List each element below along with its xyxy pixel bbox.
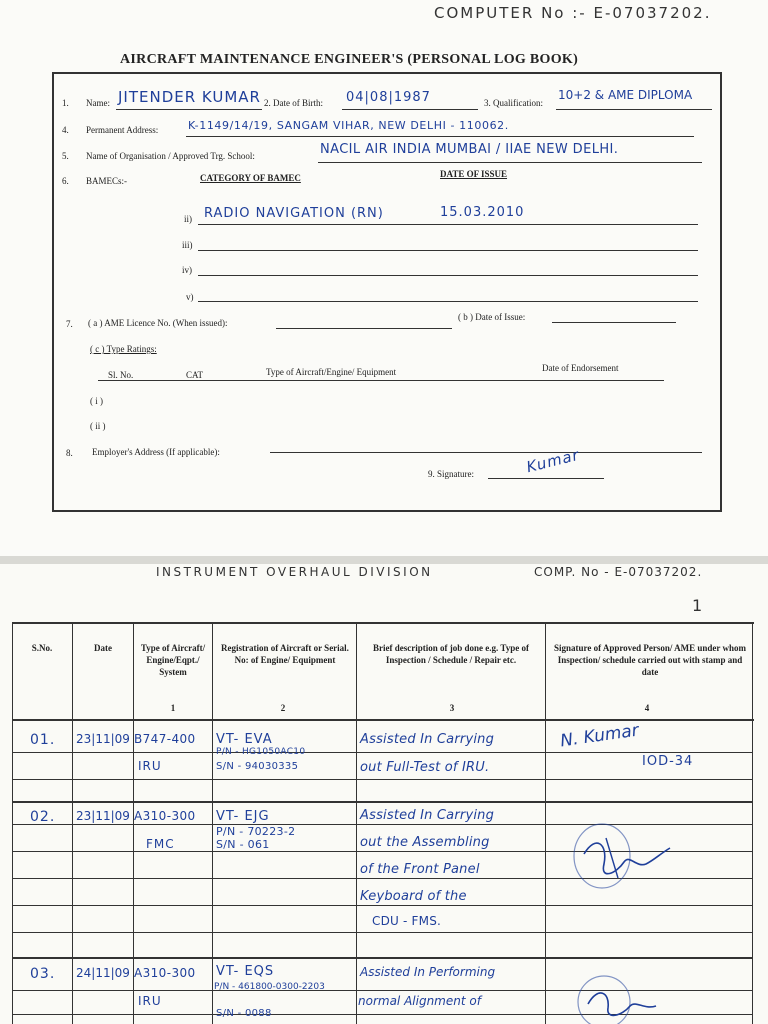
entry-description-line: out the Assembling (360, 835, 490, 850)
field-number-5: 5. (62, 151, 69, 161)
entry-description-line: of the Front Panel (360, 862, 480, 877)
organisation-value: NACIL AIR INDIA MUMBAI / IIAE NEW DELHI. (320, 142, 619, 157)
header-aircraft-type: Type of Aircraft/ Engine/Eqpt./ System (140, 643, 206, 677)
entry-registration: VT- EVA (216, 732, 273, 747)
dob-value: 04|08|1987 (346, 90, 431, 105)
address-line (186, 136, 694, 137)
header-col-number: 4 (644, 703, 650, 713)
entry-date: 24|11|09 (76, 966, 130, 980)
entry-description-line: Assisted In Carrying (360, 808, 495, 823)
organisation-label: Name of Organisation / Approved Trg. School: (86, 151, 255, 161)
name-value: JITENDER KUMAR (118, 88, 261, 106)
page-number: 1 (692, 596, 705, 615)
bamec-row-line (198, 250, 698, 251)
bamec-category-value: RADIO NAVIGATION (RN) (204, 206, 384, 221)
dob-label: 2. Date of Birth: (264, 98, 323, 108)
type-ratings-row: ( i ) (90, 396, 103, 406)
signature-line (488, 478, 604, 479)
signature-label: 9. Signature: (428, 469, 474, 479)
entry-serial-number: S/N - 0088 (216, 1008, 272, 1019)
entry-signature-stamp (574, 968, 694, 1024)
address-value: K-1149/14/19, SANGAM VIHAR, NEW DELHI - 110062. (188, 119, 509, 132)
name-label: Name: (86, 98, 110, 108)
table-header-border (12, 719, 754, 721)
dob-line (342, 109, 478, 110)
entry-description-line: Keyboard of the (360, 889, 467, 904)
entry-serial-number: S/N - 94030335 (216, 761, 299, 772)
row-line (12, 932, 752, 933)
header-description: Brief description of job done e.g. Type of Inspection / Schedule / Repair etc. (373, 643, 529, 665)
field-number-1: 1. (62, 98, 69, 108)
entry-description-line: CDU - FMS. (372, 914, 442, 928)
entry-date: 23|11|09 (76, 809, 130, 823)
bamec-row-line (198, 301, 698, 302)
header-sno: S.No. (31, 643, 53, 653)
bamec-row-line (198, 224, 698, 225)
type-ratings-header-slno: Sl. No. (108, 370, 134, 380)
row-line (12, 905, 752, 906)
bamec-date-header: DATE OF ISSUE (440, 169, 508, 179)
employer-line (270, 452, 702, 453)
personal-details-frame (52, 72, 722, 512)
bamec-row-number: v) (186, 292, 194, 302)
entry-registration: VT- EJG (216, 809, 270, 824)
type-ratings-header-cat: CAT (186, 370, 204, 380)
entry-sno: 01. (30, 732, 56, 748)
entry-signature: N. Kumar (558, 720, 640, 752)
entry-sno: 03. (30, 966, 56, 982)
type-ratings-header-type: Type of Aircraft/Engine/ Equipment (266, 367, 397, 377)
type-ratings-label: ( c ) Type Ratings: (90, 344, 157, 354)
division-title: INSTRUMENT OVERHAUL DIVISION (156, 565, 433, 579)
type-ratings-header-line (98, 380, 664, 381)
licence-line (276, 328, 452, 329)
stamp-ring (574, 824, 630, 888)
licence-date-line (552, 322, 676, 323)
entry-description-line: out Full-Test of IRU. (360, 760, 490, 775)
header-registration: Registration of Aircraft or Serial. No: of Engine/ Equipment (221, 643, 349, 665)
entry-divider (12, 957, 752, 959)
qualification-label: 3. Qualification: (484, 98, 543, 108)
header-col-number: 1 (170, 703, 176, 713)
entry-part-number: P/N - HG1050AC10 (216, 747, 306, 757)
signature-scribble: Kumar (524, 445, 582, 477)
entry-description-line: Assisted In Performing (360, 965, 496, 979)
header-col-number: 2 (280, 703, 286, 713)
entry-date: 23|11|09 (76, 732, 130, 746)
qualification-line (556, 109, 712, 110)
col-border (12, 622, 13, 1024)
row-line (12, 752, 752, 753)
comp-number: COMP. No - E-07037202. (534, 565, 703, 579)
name-line (116, 109, 262, 110)
header-col-number: 3 (449, 703, 455, 713)
bamec-category-header: CATEGORY OF BAMEC (200, 173, 301, 183)
address-label: Permanent Address: (86, 125, 159, 135)
organisation-line (318, 162, 702, 163)
bamec-date-value: 15.03.2010 (440, 205, 525, 220)
entry-aircraft: B747-400 (134, 732, 196, 746)
entry-sno: 02. (30, 809, 56, 825)
row-line (12, 779, 752, 780)
signature-stroke (588, 993, 656, 1015)
licence-date-label: ( b ) Date of Issue: (458, 312, 526, 322)
entry-serial-number: S/N - 061 (216, 838, 270, 851)
field-number-8: 8. (66, 448, 73, 458)
field-number-7: 7. (66, 319, 73, 329)
col-border (752, 622, 753, 1024)
field-number-6: 6. (62, 176, 69, 186)
entry-description-line: Assisted In Carrying (360, 732, 495, 747)
bamec-label: BAMECs:- (86, 176, 128, 186)
bamec-row-number: iv) (182, 265, 192, 275)
entry-registration: VT- EQS (216, 964, 275, 979)
entry-part-number: P/N - 461800-0300-2203 (214, 982, 325, 992)
qualification-value: 10+2 & AME DIPLOMA (558, 88, 693, 102)
col-border (212, 622, 213, 1024)
licence-label: ( a ) AME Licence No. (When issued): (88, 318, 228, 328)
type-ratings-row: ( ii ) (90, 421, 106, 431)
col-border (72, 622, 73, 1024)
entry-part-number: P/N - 70223-2 (216, 825, 296, 838)
entry-signature-note: IOD-34 (642, 754, 694, 769)
entry-system: IRU (138, 759, 162, 773)
page-title: AIRCRAFT MAINTENANCE ENGINEER'S (PERSONAL LOG BOOK) (120, 52, 579, 67)
entry-aircraft: A310-300 (134, 809, 196, 823)
bamec-row-line (198, 275, 698, 276)
employer-label: Employer's Address (If applicable): (92, 447, 220, 457)
bamec-row-number: ii) (184, 214, 192, 224)
entry-aircraft: A310-300 (134, 966, 196, 980)
col-border (133, 622, 134, 1024)
field-number-4: 4. (62, 125, 69, 135)
logbook-page-2 (0, 564, 768, 1024)
entry-divider (12, 801, 752, 803)
entry-signature-stamp (566, 814, 676, 904)
header-date: Date (94, 643, 112, 653)
entry-description-line: normal Alignment of (358, 994, 481, 1008)
entry-system: IRU (138, 994, 162, 1008)
header-signature: Signature of Approved Person/ AME under whom Inspection/ schedule carried out with stamp and date (553, 643, 747, 677)
bamec-row-number: iii) (182, 240, 193, 250)
entry-system: FMC (146, 837, 175, 851)
stamp-ring (578, 976, 630, 1024)
col-border (545, 622, 546, 1024)
type-ratings-header-date: Date of Endorsement (542, 363, 619, 373)
page-gap (0, 556, 768, 564)
computer-number: COMPUTER No :- E-07037202. (434, 4, 712, 22)
col-border (356, 622, 357, 1024)
table-top-border (12, 622, 754, 624)
